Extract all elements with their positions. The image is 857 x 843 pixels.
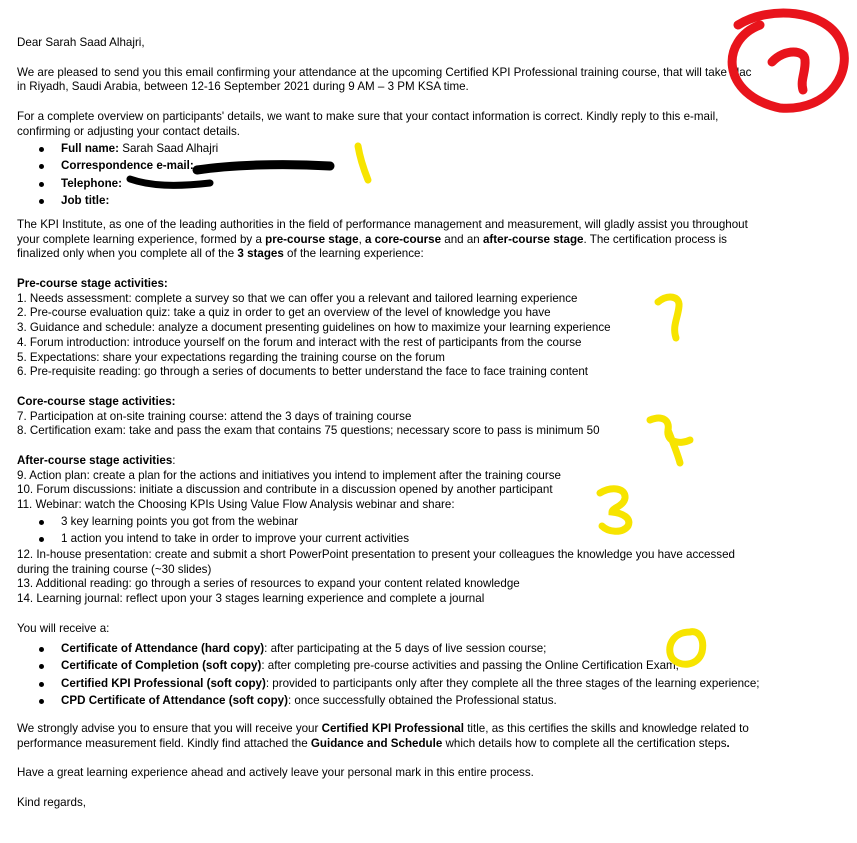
job-label: Job title: xyxy=(61,194,110,208)
list-item: 7. Participation at on-site training course: attend the 3 days of training course xyxy=(17,409,412,423)
advise-line-2 xyxy=(17,737,817,752)
list-item: 12. In-house presentation: create and submit a short PowerPoint presentation to present your colleagues the knowledge you have accessed xyxy=(17,548,735,562)
three-stages-bold: 3 stages xyxy=(237,247,284,261)
certificate-name: Certificate of Completion (soft copy) xyxy=(61,659,262,673)
contact-phone xyxy=(17,175,817,193)
overview-line-1: For a complete overview on participants' details, we want to make sure that your contact information is correct. Kindly reply to this e-mail, xyxy=(17,110,719,124)
certificate-desc: : after participating at the 5 days of live session course; xyxy=(264,641,547,655)
kpi-text: , xyxy=(358,232,366,246)
certificate-desc: : after completing pre-course activities and passing the Online Certification Exam; xyxy=(261,659,679,673)
overview-line-2: confirming or adjusting your contact details. xyxy=(17,124,240,138)
advise-text: title, as this certifies the skills and knowledge related to xyxy=(463,721,749,735)
intro-line-2: in Riyadh, Saudi Arabia, between 12-16 September 2021 during 9 AM – 3 PM KSA time. xyxy=(17,80,469,94)
after-course-stage-bold: after-course stage xyxy=(482,232,584,246)
list-item: 9. Action plan: create a plan for the actions and initiatives you intend to implement after the training course xyxy=(17,468,561,482)
kpi-text: . The certification process is xyxy=(583,232,727,246)
email-label: Correspondence e-mail: xyxy=(61,159,194,173)
core-course-heading xyxy=(17,395,817,410)
heading-colon: : xyxy=(172,454,176,468)
advise-bold: Certified KPI Professional xyxy=(321,721,464,735)
list-item: 10. Forum discussions: initiate a discussion and contribute in a discussion opened by another participant xyxy=(17,483,553,497)
after-course-heading-text: After-course stage activities xyxy=(17,454,173,468)
list-item: 13. Additional reading: go through a series of resources to expand your content related knowledge xyxy=(17,577,520,591)
certificate-desc: : once successfully obtained the Professional status. xyxy=(287,694,557,708)
advise-line-1 xyxy=(17,722,817,737)
certificate-name: Certified KPI Professional (soft copy) xyxy=(61,676,266,690)
full-name-label: Full name: xyxy=(61,141,119,155)
list-item: 5. Expectations: share your expectations regarding the training course on the forum xyxy=(17,350,445,364)
sign-off: Kind regards, xyxy=(17,796,86,810)
phone-label: Telephone: xyxy=(61,176,122,190)
advise-text: performance measurement field. Kindly find attached the xyxy=(17,736,311,750)
kpi-text: of the learning experience: xyxy=(283,247,424,261)
list-item: 11. Webinar: watch the Choosing KPIs Using Value Flow Analysis webinar and share: xyxy=(17,498,455,512)
kpi-intro-line-2 xyxy=(17,233,817,248)
sub-list-item: 3 key learning points you got from the webinar xyxy=(17,513,817,531)
email-document xyxy=(17,36,817,811)
kpi-intro-line-1: The KPI Institute, as one of the leading authorities in the field of performance management and measurement, will gladly assist you throughout xyxy=(17,217,748,231)
advise-bold: Guidance and Schedule xyxy=(310,736,443,750)
full-name-value: Sarah Saad Alhajri xyxy=(122,141,219,155)
sub-list-item: 1 action you intend to take in order to improve your current activities xyxy=(17,530,817,548)
kpi-text: and an xyxy=(441,232,483,246)
core-course-bold: a core-course xyxy=(365,232,442,246)
list-item: 8. Certification exam: take and pass the exam that contains 75 questions; necessary score to pass is minimum 50 xyxy=(17,424,600,438)
list-item: 3. Guidance and schedule: analyze a document presenting guidelines on how to maximize your learning experience xyxy=(17,321,611,335)
certificate-item xyxy=(17,692,817,710)
list-item-continued: during the training course (~30 slides) xyxy=(17,562,212,576)
list-item: 6. Pre-requisite reading: go through a series of documents to better understand the face to face training content xyxy=(17,365,589,379)
contact-job xyxy=(17,192,817,210)
certificate-item xyxy=(17,657,817,675)
advise-text: We strongly advise you to ensure that you will receive your xyxy=(17,721,322,735)
receive-intro: You will receive a: xyxy=(17,621,110,635)
contact-list xyxy=(17,140,817,210)
after-course-heading xyxy=(17,454,817,469)
kpi-text: finalized only when you complete all of the xyxy=(17,247,238,261)
pre-course-stage-bold: pre-course stage xyxy=(265,232,359,246)
pre-course-heading-text: Pre-course stage activities: xyxy=(17,277,168,290)
kpi-text: your complete learning experience, formed by a xyxy=(17,232,266,246)
kpi-intro-line-3 xyxy=(17,247,817,262)
list-item: 1. Needs assessment: complete a survey so that we can offer you a relevant and tailored learning experience xyxy=(17,291,578,305)
contact-full-name xyxy=(17,140,817,158)
contact-email xyxy=(17,157,817,175)
certificate-name: Certificate of Attendance (hard copy) xyxy=(61,641,265,655)
list-item: 2. Pre-course evaluation quiz: take a quiz in order to get an overview of the level of knowledge you have xyxy=(17,306,551,320)
greeting: Dear Sarah Saad Alhajri, xyxy=(17,36,145,49)
core-course-heading-text: Core-course stage activities: xyxy=(17,394,176,408)
certificate-name: CPD Certificate of Attendance (soft copy) xyxy=(61,694,288,708)
advise-period: . xyxy=(726,736,730,750)
intro-line-1: We are pleased to send you this email confirming your attendance at the upcoming Certified KPI Professional training course, that will take plac xyxy=(17,65,752,79)
certificate-item xyxy=(17,640,817,658)
list-item: 14. Learning journal: reflect upon your 3 stages learning experience and complete a journal xyxy=(17,592,485,606)
certificate-desc: : provided to participants only after they complete all the three stages of the learning experience; xyxy=(265,676,760,690)
pre-course-heading xyxy=(17,277,817,292)
advise-text: which details how to complete all the certification steps xyxy=(442,736,727,750)
certificate-item xyxy=(17,675,817,693)
closing-line: Have a great learning experience ahead and actively leave your personal mark in this entire process. xyxy=(17,766,534,780)
list-item: 4. Forum introduction: introduce yourself on the forum and interact with the rest of participants from the course xyxy=(17,335,582,349)
